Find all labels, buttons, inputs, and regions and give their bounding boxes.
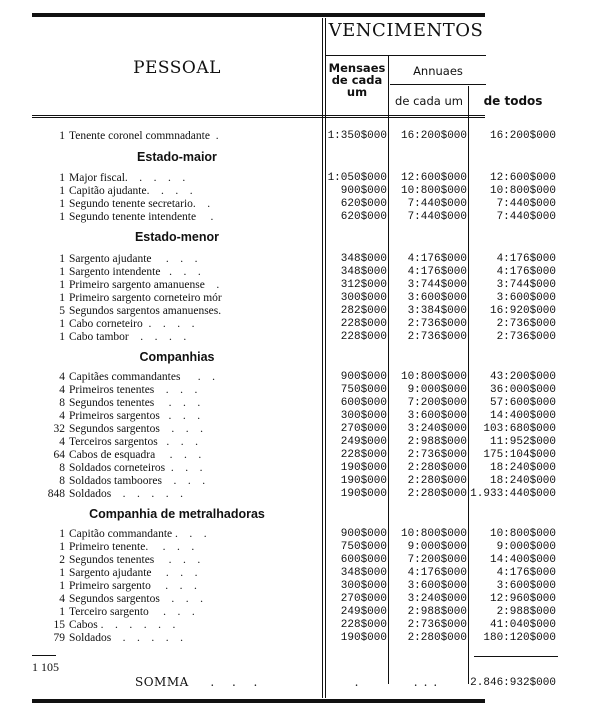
quantity: 1: [59, 541, 65, 553]
description: Sargento ajudante . . .: [69, 253, 198, 265]
table-row: [0, 449, 600, 462]
annual-total: 10:800$000: [489, 528, 556, 540]
description: Primeiro sargento corneteiro mór: [69, 292, 222, 304]
annual-total: 175:104$000: [483, 449, 556, 461]
qty-sum-rule: [32, 655, 56, 656]
quantity: 848: [47, 488, 65, 500]
description: Cabos . . . . . .: [69, 619, 176, 631]
quantity: 4: [59, 371, 65, 383]
table-row: [0, 580, 600, 593]
annual-total: 9:000$000: [496, 541, 556, 553]
total-sum-rule: [474, 656, 558, 657]
monthly-each: 348$000: [340, 253, 387, 265]
table-row: [0, 253, 600, 266]
description: Segundos sargentos amanuenses.: [69, 305, 222, 317]
table-row: [0, 384, 600, 397]
annual-each: 4:176$000: [407, 266, 467, 278]
annual-each: 9:000$000: [407, 541, 467, 553]
annual-total: 57:600$000: [489, 397, 556, 409]
monthly-each: 270$000: [340, 593, 387, 605]
annual-each: 2:988$000: [407, 436, 467, 448]
section-title: Companhia de metralhadoras: [89, 507, 265, 521]
annuaes-header: Annuaes: [413, 64, 463, 78]
monthly-each: 228$000: [340, 331, 387, 343]
description: Primeiro sargento amanuense .: [69, 279, 220, 291]
section-title: Estado-maior: [137, 150, 217, 164]
monthly-each: 249$000: [340, 606, 387, 618]
monthly-each: 282$000: [340, 305, 387, 317]
table-row: [0, 528, 600, 541]
quantity: 1: [59, 198, 65, 210]
quantity: 79: [53, 632, 65, 644]
somma-monthly-placeholder: .: [354, 675, 359, 689]
quantity: 1: [59, 606, 65, 618]
table-row: [0, 318, 600, 331]
monthly-each: 312$000: [340, 279, 387, 291]
annual-total: 12:960$000: [489, 593, 556, 605]
monthly-each: 348$000: [340, 266, 387, 278]
quantity: 8: [59, 462, 65, 474]
de-todos-header: de todos: [483, 94, 543, 108]
table-row: [0, 185, 600, 198]
annual-total: 14:400$000: [489, 410, 556, 422]
annual-total: 2:988$000: [496, 606, 556, 618]
table-row: [0, 266, 600, 279]
quantity: 1: [59, 185, 65, 197]
annual-each: 2:736$000: [407, 318, 467, 330]
monthly-each: 620$000: [340, 211, 387, 223]
description: Capitães commandantes . .: [69, 371, 215, 383]
quantity: 4: [59, 436, 65, 448]
annual-each: 3:600$000: [407, 292, 467, 304]
quantity: 8: [59, 397, 65, 409]
description: Segundo tenente secretario. .: [69, 198, 211, 210]
section-title: Estado-menor: [134, 230, 220, 244]
description: Primeiro sargento . . .: [69, 580, 197, 592]
total-quantity: 1 105: [32, 660, 59, 674]
annual-each: 3:600$000: [407, 580, 467, 592]
annual-each: 10:800$000: [400, 371, 467, 383]
annual-total: 3:600$000: [496, 580, 556, 592]
annual-total: 2:736$000: [496, 331, 556, 343]
annual-each: 4:176$000: [407, 253, 467, 265]
annual-total: 16:920$000: [489, 305, 556, 317]
annual-total: 18:240$000: [489, 462, 556, 474]
monthly-each: 620$000: [340, 198, 387, 210]
annual-total: 3:600$000: [496, 292, 556, 304]
monthly-each: 900$000: [340, 371, 387, 383]
quantity: 2: [59, 554, 65, 566]
quantity: 1: [59, 130, 65, 142]
description: Segundo tenente intendente .: [69, 211, 214, 223]
annual-each: 3:744$000: [407, 279, 467, 291]
annual-total: 16:200$000: [489, 130, 556, 142]
header-bottom-rule-2: [32, 117, 485, 118]
quantity: 4: [59, 384, 65, 396]
monthly-each: 300$000: [340, 292, 387, 304]
description: Primeiro tenente. . . .: [69, 541, 195, 553]
annual-total: 103:680$000: [483, 423, 556, 435]
table-row: [0, 462, 600, 475]
description: Terceiros sargentos . . .: [69, 436, 198, 448]
monthly-each: 190$000: [340, 475, 387, 487]
vencimentos-header: VENCIMENTOS: [328, 20, 484, 41]
description: Segundos tenentes . . .: [69, 554, 201, 566]
annual-total: 7:440$000: [496, 211, 556, 223]
annual-each: 7:440$000: [407, 211, 467, 223]
annual-each: 2:736$000: [407, 619, 467, 631]
table-row: [0, 423, 600, 436]
description: Sargento intendente . . .: [69, 266, 201, 278]
pessoal-header: PESSOAL: [133, 58, 221, 78]
table-row: [0, 619, 600, 632]
description: Tenente coronel commnadante .: [69, 130, 219, 142]
quantity: 1: [59, 211, 65, 223]
table-row: [0, 410, 600, 423]
quantity: 4: [59, 593, 65, 605]
annual-total: 4:176$000: [496, 567, 556, 579]
quantity: 1: [59, 279, 65, 291]
annual-total: 7:440$000: [496, 198, 556, 210]
monthly-each: 270$000: [340, 423, 387, 435]
somma-label: SOMMA . . .: [135, 675, 258, 689]
monthly-each: 1:050$000: [327, 172, 387, 184]
monthly-each: 900$000: [340, 528, 387, 540]
monthly-each: 249$000: [340, 436, 387, 448]
annual-total: 36:000$000: [489, 384, 556, 396]
annual-total: 12:600$000: [489, 172, 556, 184]
quantity: 1: [59, 528, 65, 540]
monthly-each: 228$000: [340, 449, 387, 461]
annual-each: 2:280$000: [407, 488, 467, 500]
table-row: [0, 606, 600, 619]
monthly-each: 190$000: [340, 488, 387, 500]
bottom-rule: [32, 699, 485, 703]
monthly-each: 900$000: [340, 185, 387, 197]
annual-each: 16:200$000: [400, 130, 467, 142]
table-row: [0, 593, 600, 606]
description: Capitão ajudante. . . .: [69, 185, 193, 197]
header-bottom-rule-1: [32, 115, 485, 116]
table-row: [0, 130, 600, 143]
description: Segundos sargentos . . .: [69, 593, 203, 605]
monthly-each: 300$000: [340, 580, 387, 592]
description: Cabo corneteiro . . . .: [69, 318, 195, 330]
description: Soldados corneteiros . . .: [69, 462, 203, 474]
description: Cabo tambor . . . .: [69, 331, 187, 343]
quantity: 1: [59, 292, 65, 304]
annual-each: 7:440$000: [407, 198, 467, 210]
annual-each: 10:800$000: [400, 528, 467, 540]
annual-each: 4:176$000: [407, 567, 467, 579]
table-row: [0, 541, 600, 554]
monthly-each: 228$000: [340, 318, 387, 330]
description: Capitão commandante . . .: [69, 528, 207, 540]
annual-total: 4:176$000: [496, 253, 556, 265]
top-rule: [32, 13, 485, 17]
quantity: 1: [59, 172, 65, 184]
quantity: 1: [59, 266, 65, 278]
description: Soldados tamboores . . .: [69, 475, 206, 487]
quantity: 1: [59, 567, 65, 579]
annual-each: 2:736$000: [407, 449, 467, 461]
monthly-each: 228$000: [340, 619, 387, 631]
quantity: 1: [59, 331, 65, 343]
monthly-each: 1:350$000: [327, 130, 387, 142]
table-row: [0, 488, 600, 501]
section-title: Companhias: [139, 350, 215, 364]
annual-each: 9:000$000: [407, 384, 467, 396]
monthly-each: 750$000: [340, 541, 387, 553]
annual-each: 3:240$000: [407, 593, 467, 605]
header-rule-annuaes: [390, 84, 486, 85]
annual-total: 2:736$000: [496, 318, 556, 330]
table-row: [0, 305, 600, 318]
annual-total: 3:744$000: [496, 279, 556, 291]
quantity: 15: [53, 619, 65, 631]
table-row: [0, 211, 600, 224]
annual-total: 10:800$000: [489, 185, 556, 197]
annual-each: 2:736$000: [407, 331, 467, 343]
table-row: [0, 632, 600, 645]
description: Soldados . . . . .: [69, 632, 184, 644]
table-row: [0, 436, 600, 449]
table-row: [0, 172, 600, 185]
quantity: 8: [59, 475, 65, 487]
annual-each: 3:600$000: [407, 410, 467, 422]
annual-each: 12:600$000: [400, 172, 467, 184]
monthly-each: 348$000: [340, 567, 387, 579]
table-row: [0, 567, 600, 580]
quantity: 32: [53, 423, 65, 435]
description: Primeiros sargentos . . .: [69, 410, 201, 422]
annual-each: 2:988$000: [407, 606, 467, 618]
quantity: 64: [53, 449, 65, 461]
table-row: [0, 475, 600, 488]
quantity: 4: [59, 410, 65, 422]
annual-total: 1.933:440$000: [470, 488, 556, 500]
annual-total: 11:952$000: [489, 436, 556, 448]
annual-total: 18:240$000: [489, 475, 556, 487]
mensaes-header: Mensaes de cada um: [328, 61, 386, 99]
header-rule-venc: [326, 55, 486, 56]
annual-each: 10:800$000: [400, 185, 467, 197]
description: Cabos de esquadra . . .: [69, 449, 202, 461]
quantity: 1: [59, 318, 65, 330]
annual-each: 2:280$000: [407, 475, 467, 487]
annual-total: 180:120$000: [483, 632, 556, 644]
somma-annual-each-placeholder: ...: [413, 675, 444, 689]
table-row: [0, 397, 600, 410]
monthly-each: 300$000: [340, 410, 387, 422]
monthly-each: 190$000: [340, 462, 387, 474]
annual-total: 14:400$000: [489, 554, 556, 566]
table-row: [0, 371, 600, 384]
description: Sargento ajudante . . .: [69, 567, 198, 579]
description: Major fiscal. . . . .: [69, 172, 186, 184]
quantity: 1: [59, 253, 65, 265]
quantity: 5: [59, 305, 65, 317]
quantity: 1: [59, 580, 65, 592]
table-row: [0, 279, 600, 292]
annual-total: 41:040$000: [489, 619, 556, 631]
table-row: [0, 554, 600, 567]
annual-each: 2:280$000: [407, 632, 467, 644]
description: Segundos tenentes . . .: [69, 397, 201, 409]
annual-each: 2:280$000: [407, 462, 467, 474]
somma-total: 2.846:932$000: [470, 677, 556, 689]
annual-each: 3:384$000: [407, 305, 467, 317]
annual-total: 4:176$000: [496, 266, 556, 278]
annual-total: 43:200$000: [489, 371, 556, 383]
annual-each: 7:200$000: [407, 397, 467, 409]
annual-each: 3:240$000: [407, 423, 467, 435]
monthly-each: 750$000: [340, 384, 387, 396]
description: Soldados . . . . .: [69, 488, 184, 500]
table-row: [0, 331, 600, 344]
de-cada-um-header: de cada um: [395, 94, 463, 108]
annual-each: 7:200$000: [407, 554, 467, 566]
description: Terceiro sargento . . .: [69, 606, 195, 618]
table-row: [0, 198, 600, 211]
monthly-each: 600$000: [340, 397, 387, 409]
monthly-each: 190$000: [340, 632, 387, 644]
table-row: [0, 292, 600, 305]
monthly-each: 600$000: [340, 554, 387, 566]
description: Primeiros tenentes . . .: [69, 384, 198, 396]
description: Segundos sargentos . . .: [69, 423, 203, 435]
